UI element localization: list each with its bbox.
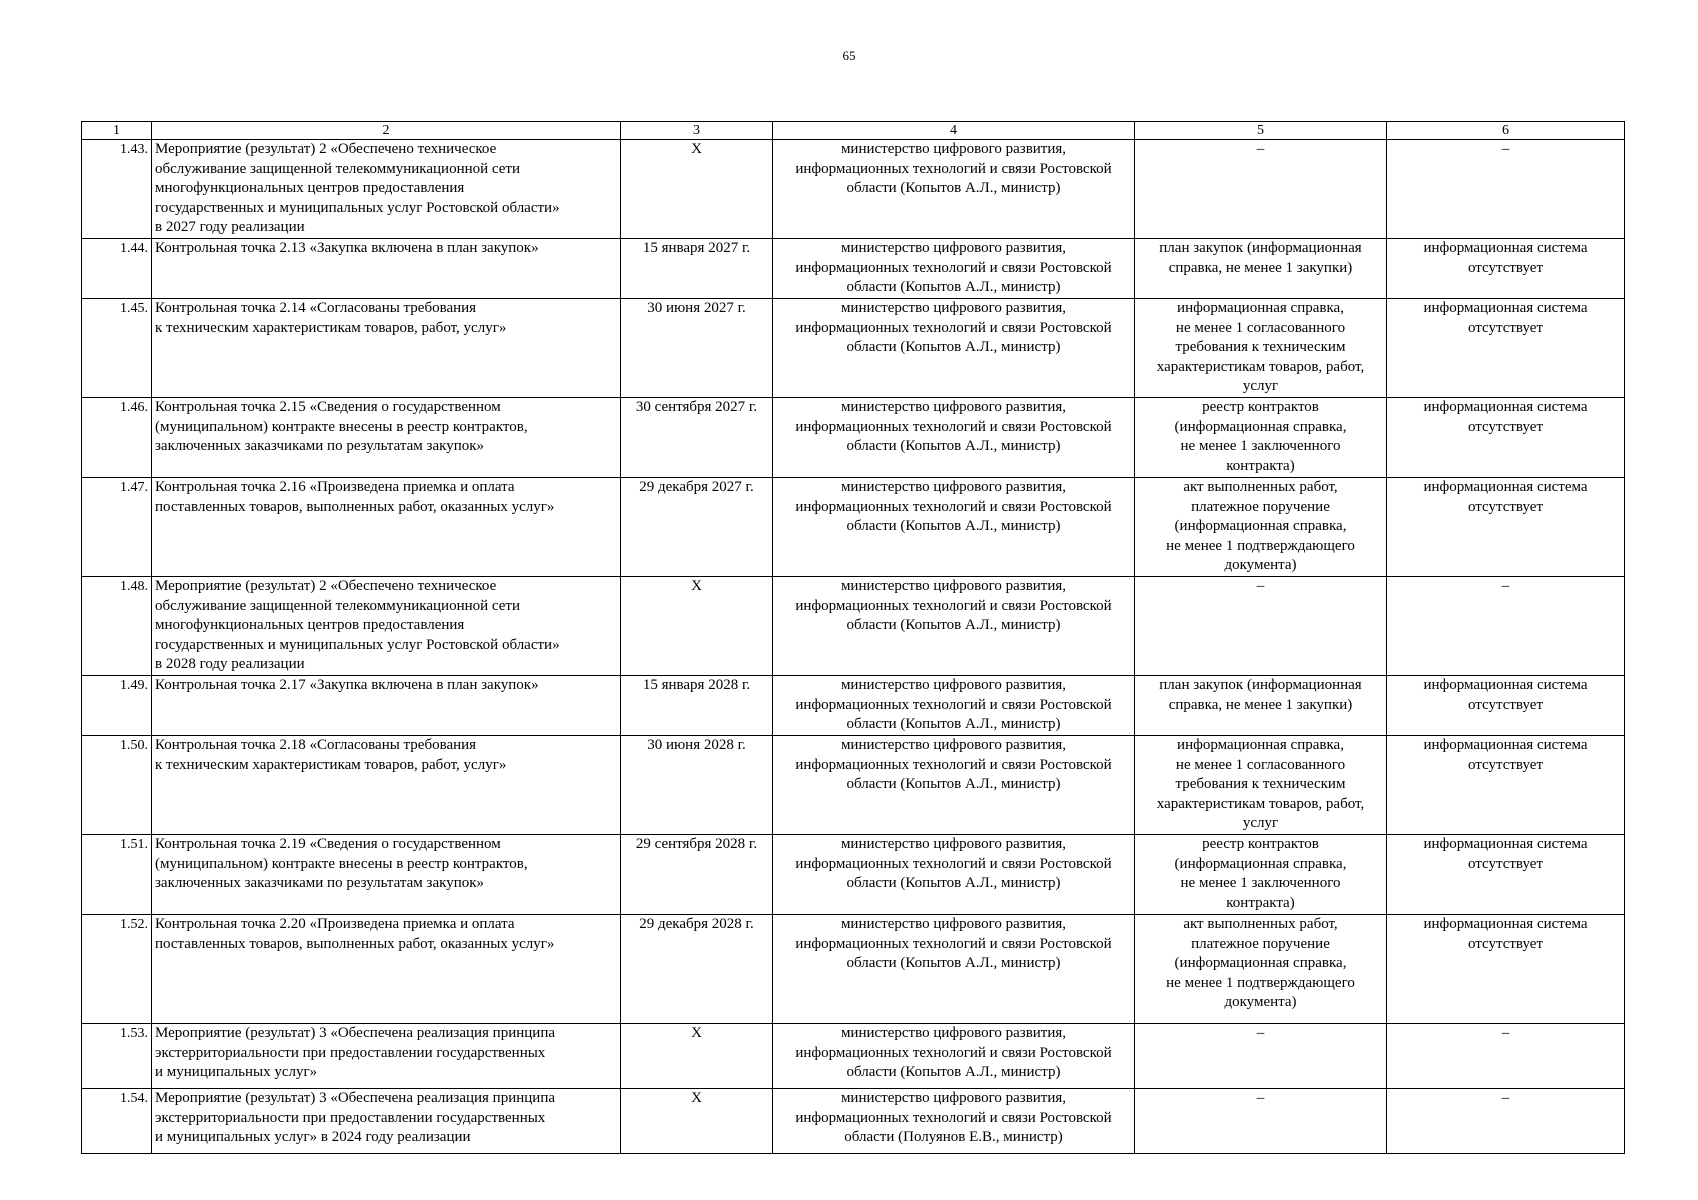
- table-row: [82, 1089, 1625, 1154]
- confirming-document: реестр контрактов (информационная справка, не менее 1 заключенного контракта): [1174, 836, 1347, 911]
- information-system: –: [1501, 141, 1510, 157]
- row-number: 1.51.: [82, 835, 152, 915]
- deadline-date: 30 июня 2028 г.: [621, 736, 773, 835]
- information-system: информационная система отсутствует: [1423, 240, 1588, 276]
- row-number: 1.46.: [82, 398, 152, 478]
- deadline-date: 15 января 2028 г.: [621, 676, 773, 736]
- deadline-date: Х: [621, 1089, 773, 1154]
- event-name: Мероприятие (результат) 2 «Обеспечено техническое обслуживание защищенной телекоммуникационной сети многофункциональных центров предоставления государственных и муниципальных услуг Ростовской области» в 2028 году реализации: [155, 578, 560, 673]
- confirming-document: информационная справка, не менее 1 согласованного требования к техническим характеристикам товаров, работ, услуг: [1156, 737, 1365, 832]
- responsible-executor: министерство цифрового развития, информационных технологий и связи Ростовской области (Копытов А.Л., министр): [795, 836, 1112, 892]
- schedule-table: [81, 121, 1625, 1154]
- table-row: [82, 1024, 1625, 1089]
- event-name: Мероприятие (результат) 3 «Обеспечена реализация принципа экстерриториальности при предоставлении государственных и муниципальных услуг» в 2024 году реализации: [155, 1090, 555, 1146]
- row-number: 1.43.: [82, 140, 152, 239]
- deadline-date: Х: [621, 577, 773, 676]
- confirming-document: –: [1256, 1090, 1265, 1106]
- responsible-executor: министерство цифрового развития, информационных технологий и связи Ростовской области (Полуянов Е.В., министр): [795, 1090, 1112, 1146]
- information-system: информационная система отсутствует: [1423, 399, 1588, 435]
- responsible-executor: министерство цифрового развития, информационных технологий и связи Ростовской области (Копытов А.Л., министр): [795, 240, 1112, 296]
- information-system: информационная система отсутствует: [1423, 737, 1588, 773]
- confirming-document: акт выполненных работ, платежное поручение (информационная справка, не менее 1 подтверждающего документа): [1166, 479, 1355, 574]
- information-system: информационная система отсутствует: [1423, 677, 1588, 713]
- column-header: 3: [621, 122, 773, 140]
- deadline-date: 30 сентября 2027 г.: [621, 398, 773, 478]
- row-number: 1.48.: [82, 577, 152, 676]
- event-name: Контрольная точка 2.20 «Произведена приемка и оплата поставленных товаров, выполненных работ, оказанных услуг»: [155, 916, 555, 952]
- table-row: [82, 478, 1625, 577]
- confirming-document: информационная справка, не менее 1 согласованного требования к техническим характеристикам товаров, работ, услуг: [1156, 300, 1365, 395]
- deadline-date: 29 сентября 2028 г.: [621, 835, 773, 915]
- confirming-document: акт выполненных работ, платежное поручение (информационная справка, не менее 1 подтверждающего документа): [1166, 916, 1355, 1011]
- table-row: [82, 140, 1625, 239]
- responsible-executor: министерство цифрового развития, информационных технологий и связи Ростовской области (Копытов А.Л., министр): [795, 300, 1112, 356]
- event-name: Контрольная точка 2.17 «Закупка включена в план закупок»: [155, 677, 539, 693]
- event-name: Контрольная точка 2.18 «Согласованы требования к техническим характеристикам товаров, работ, услуг»: [155, 737, 507, 773]
- column-header: 6: [1387, 122, 1625, 140]
- event-name: Контрольная точка 2.19 «Сведения о государственном (муниципальном) контракте внесены в реестр контрактов, заключенных заказчиками по результатам закупок»: [155, 836, 528, 892]
- confirming-document: план закупок (информационная справка, не менее 1 закупки): [1159, 240, 1362, 276]
- row-number: 1.44.: [82, 239, 152, 299]
- column-header: 5: [1135, 122, 1387, 140]
- confirming-document: –: [1256, 578, 1265, 594]
- column-header: 4: [773, 122, 1135, 140]
- column-number-header: [82, 122, 1625, 140]
- page-number: 65: [842, 48, 856, 63]
- confirming-document: реестр контрактов (информационная справка, не менее 1 заключенного контракта): [1174, 399, 1347, 474]
- deadline-date: Х: [621, 140, 773, 239]
- table-row: [82, 915, 1625, 1024]
- event-name: Контрольная точка 2.16 «Произведена приемка и оплата поставленных товаров, выполненных работ, оказанных услуг»: [155, 479, 555, 515]
- row-number: 1.54.: [82, 1089, 152, 1154]
- responsible-executor: министерство цифрового развития, информационных технологий и связи Ростовской области (Копытов А.Л., министр): [795, 677, 1112, 733]
- deadline-date: 30 июня 2027 г.: [621, 299, 773, 398]
- row-number: 1.52.: [82, 915, 152, 1024]
- responsible-executor: министерство цифрового развития, информационных технологий и связи Ростовской области (Копытов А.Л., министр): [795, 578, 1112, 634]
- column-header: 2: [152, 122, 621, 140]
- column-header: 1: [82, 122, 152, 140]
- information-system: информационная система отсутствует: [1423, 916, 1588, 952]
- table-row: [82, 398, 1625, 478]
- event-name: Мероприятие (результат) 3 «Обеспечена реализация принципа экстерриториальности при предоставлении государственных и муниципальных услуг»: [155, 1025, 555, 1081]
- table-row: [82, 736, 1625, 835]
- information-system: информационная система отсутствует: [1423, 836, 1588, 872]
- row-number: 1.49.: [82, 676, 152, 736]
- information-system: информационная система отсутствует: [1423, 479, 1588, 515]
- responsible-executor: министерство цифрового развития, информационных технологий и связи Ростовской области (Копытов А.Л., министр): [795, 737, 1112, 793]
- row-number: 1.47.: [82, 478, 152, 577]
- responsible-executor: министерство цифрового развития, информационных технологий и связи Ростовской области (Копытов А.Л., министр): [795, 916, 1112, 972]
- confirming-document: –: [1256, 1025, 1265, 1041]
- information-system: –: [1501, 1025, 1510, 1041]
- table-row: [82, 299, 1625, 398]
- confirming-document: –: [1256, 141, 1265, 157]
- deadline-date: 29 декабря 2027 г.: [621, 478, 773, 577]
- information-system: –: [1501, 1090, 1510, 1106]
- table-row: [82, 835, 1625, 915]
- confirming-document: план закупок (информационная справка, не менее 1 закупки): [1159, 677, 1362, 713]
- responsible-executor: министерство цифрового развития, информационных технологий и связи Ростовской области (Копытов А.Л., министр): [795, 399, 1112, 455]
- table-row: [82, 239, 1625, 299]
- event-name: Контрольная точка 2.14 «Согласованы требования к техническим характеристикам товаров, работ, услуг»: [155, 300, 507, 336]
- table-row: [82, 676, 1625, 736]
- information-system: –: [1501, 578, 1510, 594]
- event-name: Мероприятие (результат) 2 «Обеспечено техническое обслуживание защищенной телекоммуникационной сети многофункциональных центров предоставления государственных и муниципальных услуг Ростовской области» в 2027 году реализации: [155, 141, 560, 236]
- deadline-date: 29 декабря 2028 г.: [621, 915, 773, 1024]
- deadline-date: Х: [621, 1024, 773, 1089]
- responsible-executor: министерство цифрового развития, информационных технологий и связи Ростовской области (Копытов А.Л., министр): [795, 141, 1112, 197]
- row-number: 1.45.: [82, 299, 152, 398]
- row-number: 1.50.: [82, 736, 152, 835]
- row-number: 1.53.: [82, 1024, 152, 1089]
- event-name: Контрольная точка 2.15 «Сведения о государственном (муниципальном) контракте внесены в реестр контрактов, заключенных заказчиками по результатам закупок»: [155, 399, 528, 455]
- responsible-executor: министерство цифрового развития, информационных технологий и связи Ростовской области (Копытов А.Л., министр): [795, 479, 1112, 535]
- event-name: Контрольная точка 2.13 «Закупка включена в план закупок»: [155, 240, 539, 256]
- table-row: [82, 577, 1625, 676]
- information-system: информационная система отсутствует: [1423, 300, 1588, 336]
- deadline-date: 15 января 2027 г.: [621, 239, 773, 299]
- responsible-executor: министерство цифрового развития, информационных технологий и связи Ростовской области (Копытов А.Л., министр): [795, 1025, 1112, 1081]
